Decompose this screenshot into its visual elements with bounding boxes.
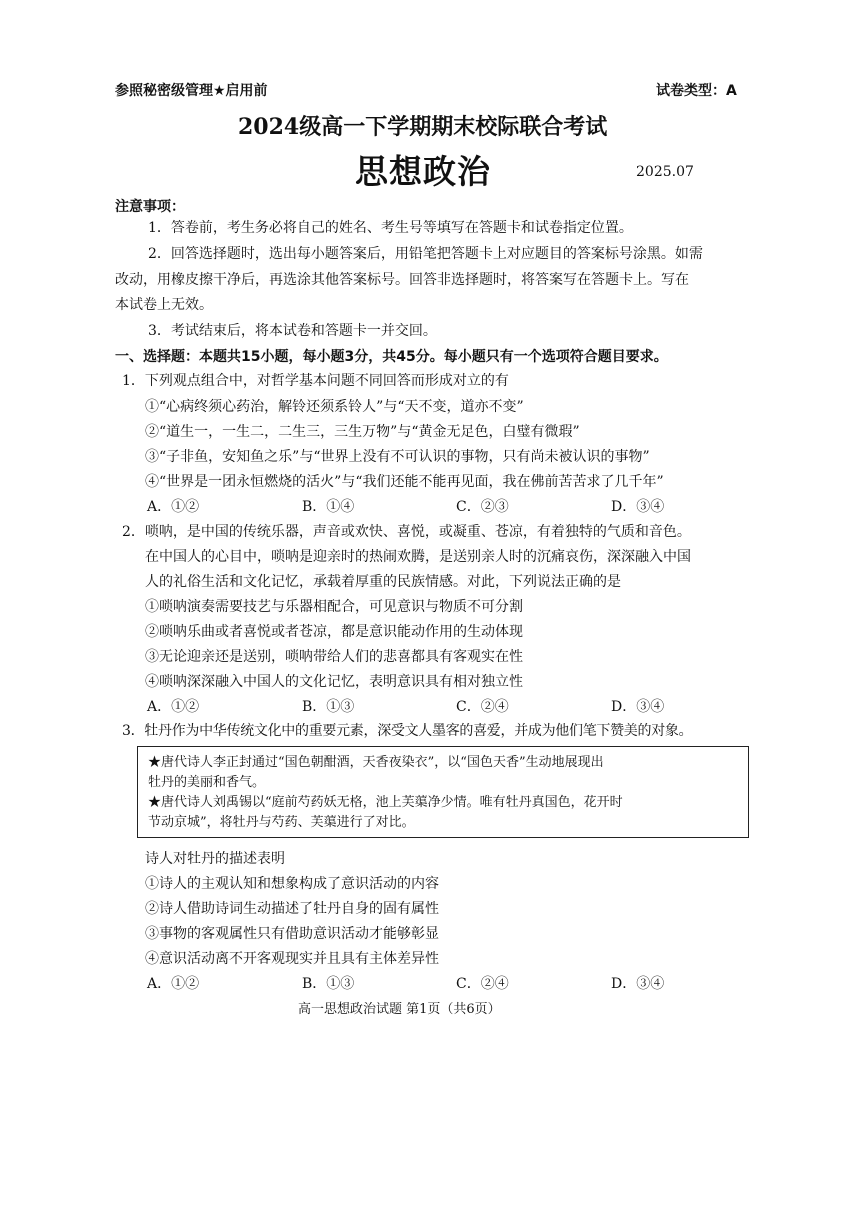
q3-item-3: ③事物的客观属性只有借助意识活动才能够彰显 bbox=[145, 926, 439, 942]
q3-lead: 诗人对牡丹的描述表明 bbox=[145, 851, 285, 867]
q3-item-2: ②诗人借助诗词生动描述了牡丹自身的固有属性 bbox=[145, 901, 439, 917]
q3-option-a: A．①② bbox=[147, 976, 200, 992]
q2-option-b: B．①③ bbox=[302, 699, 355, 715]
q3-item-1: ①诗人的主观认知和想象构成了意识活动的内容 bbox=[145, 876, 439, 892]
q2-stem-2: 在中国人的心目中，唢呐是迎亲时的热闹欢腾，是送别亲人时的沉痛哀伤，深深融入中国 bbox=[145, 549, 691, 565]
notice-line-3: 改动，用橡皮擦干净后，再选涂其他答案标号。回答非选择题时，将答案写在答题卡上。写在 bbox=[115, 272, 689, 288]
notice-line-1: 1．答卷前，考生务必将自己的姓名、考生号等填写在答题卡和试卷指定位置。 bbox=[148, 220, 633, 236]
exam-date: 2025.07 bbox=[636, 164, 694, 180]
page-footer: 高一思想政治试题 第1页（共6页） bbox=[298, 1002, 501, 1017]
q1-options bbox=[0, 497, 860, 517]
q3-option-c: C．②④ bbox=[456, 976, 509, 992]
q2-item-1: ①唢呐演奏需要技艺与乐器相配合，可见意识与物质不可分割 bbox=[145, 599, 523, 615]
q3-options bbox=[0, 974, 860, 994]
q2-option-d: D．③④ bbox=[611, 699, 665, 715]
notice-line-4: 本试卷上无效。 bbox=[115, 297, 213, 313]
q3-box-line-3: ★唐代诗人刘禹锡以“庭前芍药妖无格，池上芙蕖净少情。唯有牡丹真国色，花开时 bbox=[148, 795, 623, 810]
notice-heading: 注意事项： bbox=[115, 199, 185, 215]
q2-options bbox=[0, 697, 860, 717]
q1-item-1: ①“心病终须心药治，解铃还须系铃人”与“天不变，道亦不变” bbox=[145, 399, 524, 415]
paper-type-label: 试卷类型：A bbox=[656, 83, 737, 99]
q1-option-b: B．①④ bbox=[302, 499, 355, 515]
subject-title: 思想政治 bbox=[355, 152, 491, 191]
q2-option-c: C．②④ bbox=[456, 699, 509, 715]
q3-box-line-4: 节动京城”，将牡丹与芍药、芙蕖进行了对比。 bbox=[148, 815, 415, 830]
q3-stem: 3．牡丹作为中华传统文化中的重要元素，深受文人墨客的喜爱，并成为他们笔下赞美的对象。 bbox=[122, 723, 693, 739]
section-heading: 一、选择题：本题共15小题，每小题3分，共45分。每小题只有一个选项符合题目要求。 bbox=[115, 349, 668, 365]
q2-item-3: ③无论迎亲还是送别，唢呐带给人们的悲喜都具有客观实在性 bbox=[145, 649, 523, 665]
q2-stem-3: 人的礼俗生活和文化记忆，承载着厚重的民族情感。对此，下列说法正确的是 bbox=[145, 574, 621, 590]
q2-item-2: ②唢呐乐曲或者喜悦或者苍凉，都是意识能动作用的生动体现 bbox=[145, 624, 523, 640]
q2-stem-1: 2．唢呐，是中国的传统乐器，声音或欢快、喜悦，或凝重、苍凉，有着独特的气质和音色。 bbox=[122, 524, 691, 540]
q1-item-4: ④“世界是一团永恒燃烧的活火”与“我们还能不能再见面，我在佛前苦苦求了几千年” bbox=[145, 474, 664, 490]
q3-option-b: B．①③ bbox=[302, 976, 355, 992]
exam-title: 2024级高一下学期期末校际联合考试 bbox=[238, 114, 608, 140]
confidential-label: 参照秘密级管理★启用前 bbox=[115, 83, 268, 99]
q3-option-d: D．③④ bbox=[611, 976, 665, 992]
q3-material-box bbox=[137, 746, 749, 838]
q3-box-line-1: ★唐代诗人李正封通过“国色朝酣酒，天香夜染衣”，以“国色天香”生动地展现出 bbox=[148, 755, 604, 770]
q1-item-3: ③“子非鱼，安知鱼之乐”与“世界上没有不可认识的事物，只有尚未被认识的事物” bbox=[145, 449, 650, 465]
q3-box-line-2: 牡丹的美丽和香气。 bbox=[148, 775, 266, 790]
q2-item-4: ④唢呐深深融入中国人的文化记忆，表明意识具有相对独立性 bbox=[145, 674, 523, 690]
notice-line-5: 3．考试结束后，将本试卷和答题卡一并交回。 bbox=[148, 323, 437, 339]
q2-option-a: A．①② bbox=[147, 699, 200, 715]
q1-option-a: A．①② bbox=[147, 499, 200, 515]
q1-option-c: C．②③ bbox=[456, 499, 509, 515]
q3-item-4: ④意识活动离不开客观现实并且具有主体差异性 bbox=[145, 951, 439, 967]
notice-line-2: 2．回答选择题时，选出每小题答案后，用铅笔把答题卡上对应题目的答案标号涂黑。如需 bbox=[148, 246, 703, 262]
q1-option-d: D．③④ bbox=[611, 499, 665, 515]
q1-item-2: ②“道生一，一生二，二生三，三生万物”与“黄金无足色，白璧有微瑕” bbox=[145, 424, 580, 440]
q1-stem: 1．下列观点组合中，对哲学基本问题不同回答而形成对立的有 bbox=[122, 373, 509, 389]
